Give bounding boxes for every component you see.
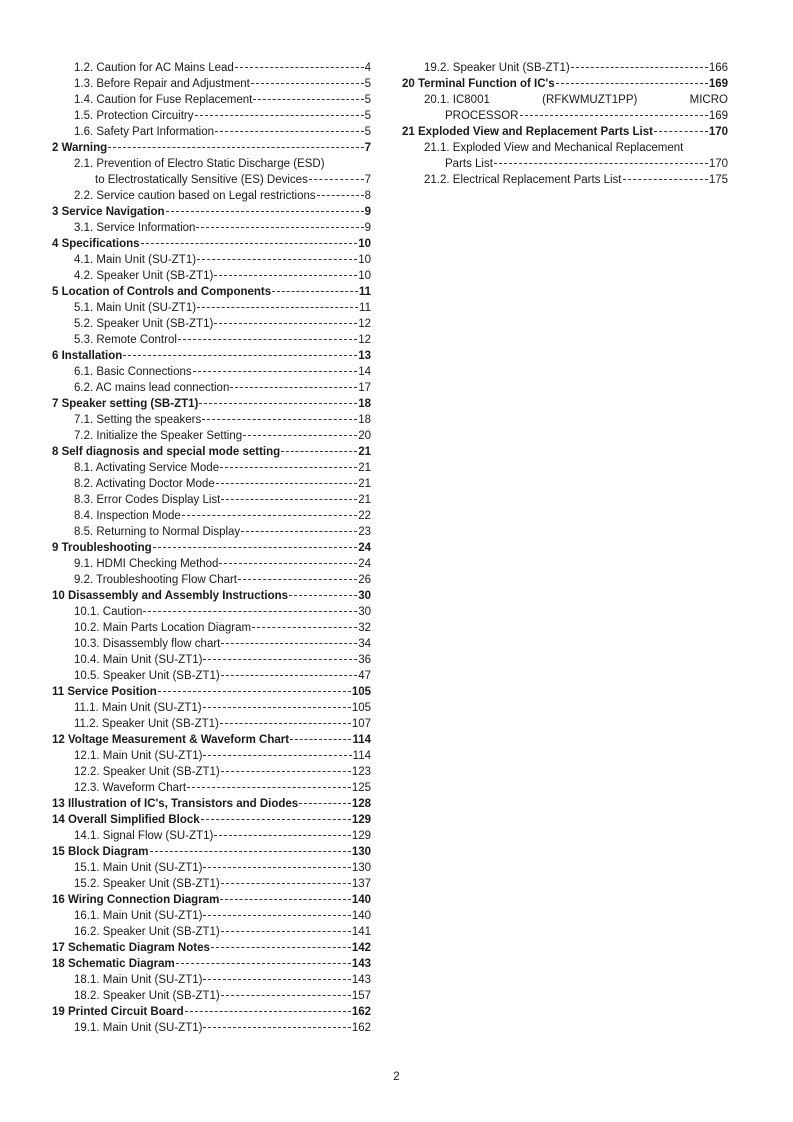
toc-page-number: 5 [364,78,371,90]
toc-page-number: 11 [359,302,371,314]
toc-leader-dots [143,611,357,612]
toc-entry-label: 7.2. Initialize the Speaker Setting [74,430,243,442]
toc-left-column [52,60,371,1036]
toc-entry-label: 14.1. Signal Flow (SU-ZT1) [74,830,214,842]
toc-leader-dots [289,595,357,596]
toc-subsection[interactable] [52,124,371,140]
toc-section[interactable] [52,396,371,412]
toc-page-number: 141 [351,926,371,938]
toc-page-number: 32 [358,622,371,634]
toc-page-number: 105 [351,686,371,698]
toc-entry-label: 21 Exploded View and Replacement Parts List [402,126,653,138]
toc-page-number: 47 [358,670,371,682]
toc-section[interactable] [52,812,371,828]
toc-subsection[interactable] [52,700,371,716]
toc-subsection[interactable] [52,188,371,204]
toc-leader-dots [317,195,364,196]
toc-entry-label: 10.1. Caution [74,606,143,618]
toc-leader-dots [241,531,357,532]
toc-entry-label: 9 Troubleshooting [52,542,152,554]
toc-leader-dots [166,211,364,212]
toc-subsection[interactable] [402,60,728,76]
toc-entry-label: 15.1. Main Unit (SU-ZT1) [74,862,203,874]
toc-subsection[interactable] [52,60,371,76]
toc-entry-label: 6.2. AC mains lead connection [74,382,230,394]
toc-leader-dots [299,803,351,804]
toc-page-number: 13 [358,350,371,362]
toc-entry-label: 20 Terminal Function of IC's [402,78,555,90]
toc-section[interactable] [52,348,371,364]
toc-entry-label: 10.5. Speaker Unit (SB-ZT1) [74,670,220,682]
toc-leader-dots [196,227,363,228]
toc-leader-dots [108,147,363,148]
toc-page-number: 23 [358,526,371,538]
toc-entry-label: 12.2. Speaker Unit (SB-ZT1) [74,766,220,778]
toc-entry-label: PROCESSOR [445,110,519,122]
toc-leader-dots [153,547,358,548]
toc-page-number: 21 [358,462,371,474]
toc-leader-dots [178,339,357,340]
toc-leader-dots [214,275,357,276]
toc-subsection[interactable] [52,476,371,492]
toc-subsection[interactable] [52,972,371,988]
toc-page-number: 5 [364,94,371,106]
toc-leader-dots [220,467,357,468]
toc-entry-label: 19 Printed Circuit Board [52,1006,184,1018]
toc-page-number: 17 [358,382,371,394]
toc-leader-dots [203,867,350,868]
toc-entry-label: 9.2. Troubleshooting Flow Chart [74,574,238,586]
toc-entry-label: 13 Illustration of IC's, Transistors and Diodes [52,798,299,810]
toc-subsection[interactable] [52,828,371,844]
toc-page-number: 140 [351,894,371,906]
toc-entry[interactable] [402,92,728,108]
toc-subsection[interactable] [52,460,371,476]
toc-leader-dots [272,291,358,292]
toc-subsection[interactable] [52,92,371,108]
toc-entry-label: 11.1. Main Unit (SU-ZT1) [74,702,202,714]
toc-entry-label: 2 Warning [52,142,108,154]
page-number: 2 [393,1071,400,1083]
toc-page-number: 114 [352,734,371,746]
toc-subsection[interactable] [52,556,371,572]
toc-leader-dots [494,163,708,164]
toc-section[interactable] [52,796,371,812]
toc-leader-dots [176,963,351,964]
toc-subsection[interactable] [52,572,371,588]
toc-page-number: 21 [358,478,371,490]
toc-leader-dots [309,179,364,180]
toc-entry-label: 18.2. Speaker Unit (SB-ZT1) [74,990,220,1002]
toc-leader-dots [220,723,351,724]
toc-entry-continuation[interactable] [402,108,728,124]
toc-page-number: 22 [358,510,371,522]
toc-page-number: 7 [364,142,371,154]
toc-entry-label: 5.3. Remote Control [74,334,177,346]
toc-leader-dots [203,659,357,660]
toc-leader-dots [219,563,357,564]
toc-page-number: 30 [358,606,371,618]
toc-page-number: 129 [351,814,371,826]
toc-entry-label: 12.3. Waveform Chart [74,782,187,794]
toc-entry-label: to Electrostatically Sensitive (ES) Devices [95,174,308,186]
toc-entry-label: 12.1. Main Unit (SU-ZT1) [74,750,203,762]
toc-page-number: 21 [358,494,371,506]
toc-entry-label: 4 Specifications [52,238,140,250]
toc-section[interactable] [52,1004,371,1020]
toc-entry-label: 11.2. Speaker Unit (SB-ZT1) [74,718,219,730]
toc-leader-dots [623,179,708,180]
toc-subsection[interactable] [52,620,371,636]
toc-leader-dots [158,691,351,692]
toc-page-number: 170 [708,158,728,170]
toc-page-number: 130 [351,862,371,874]
toc-page-number: 143 [351,974,371,986]
toc-entry-label: 6 Installation [52,350,123,362]
toc-entry-label: 18 Schematic Diagram [52,958,175,970]
toc-page-number: 162 [351,1022,371,1034]
toc-section[interactable] [52,140,371,156]
toc-section[interactable] [52,236,371,252]
toc-subsection[interactable] [52,364,371,380]
toc-subsection[interactable] [402,172,728,188]
toc-entry-label: 19.2. Speaker Unit (SB-ZT1) [424,62,570,74]
toc-page-number: 175 [708,174,728,186]
toc-leader-dots [220,899,351,900]
toc-page-number: 9 [364,206,371,218]
toc-section[interactable] [52,732,371,748]
toc-page-number: 114 [352,750,371,762]
toc-entry-label: 8 Self diagnosis and special mode setting [52,446,281,458]
toc-page-number: 107 [351,718,371,730]
toc-leader-dots [193,371,358,372]
toc-section[interactable] [52,588,371,604]
toc-entry-label: 2.2. Service caution based on Legal restrictions [74,190,316,202]
toc-leader-dots [203,1027,350,1028]
toc-section[interactable] [52,444,371,460]
toc-page-number: 5 [364,126,371,138]
toc-page-number: 4 [364,62,371,74]
toc-page-number: 130 [351,846,371,858]
toc-entry-label: Parts List [445,158,493,170]
toc-page-number: 169 [708,78,728,90]
toc-subsection[interactable] [52,876,371,892]
toc-leader-dots [571,67,708,68]
toc-leader-dots [238,579,357,580]
toc-leader-dots [221,995,351,996]
toc-leader-dots [221,643,357,644]
toc-page-number: 123 [351,766,371,778]
toc-entry-label: 9.1. HDMI Checking Method [74,558,219,570]
toc-leader-dots [214,323,357,324]
toc-page-number: 14 [358,366,371,378]
toc-entry-label: 4.2. Speaker Unit (SB-ZT1) [74,270,214,282]
toc-section[interactable] [402,76,728,92]
toc-subsection[interactable] [52,1020,371,1036]
toc-entry-label-part: (RFKWMUZT1PP) [542,94,638,106]
toc-entry-label: 5.1. Main Unit (SU-ZT1) [74,302,197,314]
toc-leader-dots [230,387,357,388]
toc-entry-label: 2.1. Prevention of Electro Static Discharge (ESD) [74,158,325,170]
toc-subsection[interactable] [52,156,371,172]
toc-page-number: 142 [351,942,371,954]
toc-page-number: 137 [351,878,371,890]
toc-page-number: 157 [351,990,371,1002]
toc-entry-label: 10.4. Main Unit (SU-ZT1) [74,654,203,666]
toc-entry-label: 10.2. Main Parts Location Diagram [74,622,252,634]
toc-page-number: 21 [358,446,371,458]
toc-leader-dots [199,403,357,404]
toc-leader-dots [520,115,708,116]
toc-leader-dots [251,83,364,84]
toc-page-number: 5 [364,110,371,122]
toc-page-number: 34 [358,638,371,650]
toc-entry-continuation[interactable] [402,156,728,172]
toc-subsection[interactable] [52,412,371,428]
toc-entry-label: 7.1. Setting the speakers [74,414,202,426]
toc-entry-label: 17 Schematic Diagram Notes [52,942,210,954]
toc-entry-label: 8.2. Activating Doctor Mode [74,478,215,490]
toc-section[interactable] [52,940,371,956]
toc-entry-label: 8.4. Inspection Mode [74,510,181,522]
toc-subsection[interactable] [52,508,371,524]
toc-leader-dots [235,67,364,68]
toc-page-number: 129 [351,830,371,842]
toc-leader-dots [654,131,708,132]
toc-leader-dots [185,1011,351,1012]
toc-entry-label: 10 Disassembly and Assembly Instructions [52,590,289,602]
toc-leader-dots [195,115,364,116]
toc-leader-dots [197,307,358,308]
toc-page-number: 7 [364,174,371,186]
toc-entry-label: 5 Location of Controls and Components [52,286,272,298]
toc-subsection[interactable] [52,636,371,652]
toc-subsection[interactable] [52,524,371,540]
toc-leader-dots [221,931,351,932]
toc-page-number: 18 [358,414,371,426]
toc-leader-dots [253,99,363,100]
toc-page-number: 10 [358,238,371,250]
toc-section[interactable] [52,892,371,908]
toc-leader-dots [556,83,708,84]
toc-leader-dots [187,787,351,788]
toc-page-number: 105 [351,702,371,714]
toc-entry-label: 18.1. Main Unit (SU-ZT1) [74,974,203,986]
toc-leader-dots [215,131,364,132]
toc-section[interactable] [52,844,371,860]
toc-subsection[interactable] [52,316,371,332]
toc-page-number: 143 [351,958,371,970]
toc-page-number: 20 [358,430,371,442]
toc-page-number: 10 [358,254,371,266]
toc-subsection[interactable] [52,988,371,1004]
toc-entry-label: 21.1. Exploded View and Mechanical Replacement [424,142,684,154]
toc-page-number: 24 [358,542,371,554]
toc-subsection[interactable] [52,748,371,764]
toc-page-number: 125 [351,782,371,794]
toc-subsection[interactable] [402,140,728,156]
toc-entry-label: 6.1. Basic Connections [74,366,192,378]
toc-entry-label: 10.3. Disassembly flow chart [74,638,221,650]
toc-leader-dots [203,979,350,980]
toc-entry-label: 15.2. Speaker Unit (SB-ZT1) [74,878,220,890]
toc-page-number: 170 [708,126,728,138]
toc-leader-dots [150,851,351,852]
toc-subsection[interactable] [52,300,371,316]
toc-entry-label: 1.5. Protection Circuitry [74,110,194,122]
toc-page-number: 140 [351,910,371,922]
toc-page-number: 8 [364,190,371,202]
toc-leader-dots [202,419,357,420]
toc-entry-label: 14 Overall Simplified Block [52,814,200,826]
toc-section[interactable] [52,540,371,556]
toc-entry-label: 7 Speaker setting (SB-ZT1) [52,398,199,410]
toc-subsection[interactable] [52,76,371,92]
toc-entry-label-part: 20.1. IC8001 [424,94,490,106]
toc-leader-dots [203,915,350,916]
toc-section[interactable] [52,684,371,700]
toc-leader-dots [221,675,357,676]
toc-page-number: 30 [358,590,371,602]
toc-entry-label: 21.2. Electrical Replacement Parts List [424,174,622,186]
toc-leader-dots [243,435,357,436]
toc-subsection[interactable] [52,668,371,684]
toc-entry-label: 4.1. Main Unit (SU-ZT1) [74,254,197,266]
toc-entry-label: 1.2. Caution for AC Mains Lead [74,62,234,74]
toc-page-number: 162 [351,1006,371,1018]
toc-subsection[interactable] [52,604,371,620]
toc-subsection[interactable] [52,332,371,348]
toc-leader-dots [221,883,351,884]
toc-leader-dots [182,515,357,516]
toc-page-number: 26 [358,574,371,586]
toc-entry-label: 19.1. Main Unit (SU-ZT1) [74,1022,203,1034]
toc-subsection[interactable] [52,652,371,668]
toc-page-number: 10 [358,270,371,282]
toc-section[interactable] [52,956,371,972]
toc-page-number: 9 [364,222,371,234]
toc-entry-label: 11 Service Position [52,686,157,698]
toc-entry-label: 16.1. Main Unit (SU-ZT1) [74,910,203,922]
toc-page-number: 18 [358,398,371,410]
toc-entry-label: 5.2. Speaker Unit (SB-ZT1) [74,318,214,330]
toc-subsection[interactable] [52,220,371,236]
toc-page-number: 166 [708,62,728,74]
toc-page-number: 128 [351,798,371,810]
toc-entry-label-part: MICRO [689,94,728,106]
toc-leader-dots [252,627,357,628]
toc-entry-label: 8.5. Returning to Normal Display [74,526,241,538]
toc-leader-dots [123,355,357,356]
toc-leader-dots [290,739,351,740]
toc-leader-dots [141,243,358,244]
toc-entry-label: 16 Wiring Connection Diagram [52,894,220,906]
toc-section[interactable] [52,284,371,300]
toc-leader-dots [221,771,351,772]
toc-section[interactable] [402,124,728,140]
toc-entry-continuation[interactable] [52,172,371,188]
toc-subsection[interactable] [52,380,371,396]
toc-subsection[interactable] [52,908,371,924]
toc-leader-dots [216,483,358,484]
toc-section[interactable] [52,204,371,220]
toc-subsection[interactable] [52,252,371,268]
toc-leader-dots [281,451,357,452]
toc-subsection[interactable] [52,924,371,940]
toc-page-number: 24 [358,558,371,570]
toc-leader-dots [197,259,357,260]
toc-leader-dots [201,819,351,820]
toc-right-column [402,60,728,188]
toc-subsection[interactable] [52,428,371,444]
toc-entry-label: 12 Voltage Measurement & Waveform Chart [52,734,290,746]
toc-entry-label: 8.1. Activating Service Mode [74,462,220,474]
toc-page-number: 36 [358,654,371,666]
toc-entry-label: 3 Service Navigation [52,206,165,218]
toc-entry-label: 15 Block Diagram [52,846,149,858]
toc-entry-label: 16.2. Speaker Unit (SB-ZT1) [74,926,220,938]
toc-page-number: 169 [708,110,728,122]
toc-subsection[interactable] [52,764,371,780]
toc-entry-label: 1.3. Before Repair and Adjustment [74,78,250,90]
toc-entry-label: 1.6. Safety Part Information [74,126,214,138]
toc-subsection[interactable] [52,268,371,284]
toc-page-number: 11 [358,286,371,298]
toc-page-number: 12 [358,318,371,330]
toc-entry-label: 3.1. Service Information [74,222,196,234]
toc-subsection[interactable] [52,716,371,732]
toc-page-number: 12 [358,334,371,346]
toc-entry-label: 1.4. Caution for Fuse Replacement [74,94,253,106]
toc-leader-dots [211,947,351,948]
toc-subsection[interactable] [52,780,371,796]
toc-leader-dots [221,499,357,500]
toc-leader-dots [214,835,350,836]
toc-subsection[interactable] [52,860,371,876]
toc-subsection[interactable] [52,108,371,124]
toc-subsection[interactable] [52,492,371,508]
toc-leader-dots [203,707,351,708]
toc-entry-label: 8.3. Error Codes Display List [74,494,221,506]
toc-leader-dots [203,755,351,756]
